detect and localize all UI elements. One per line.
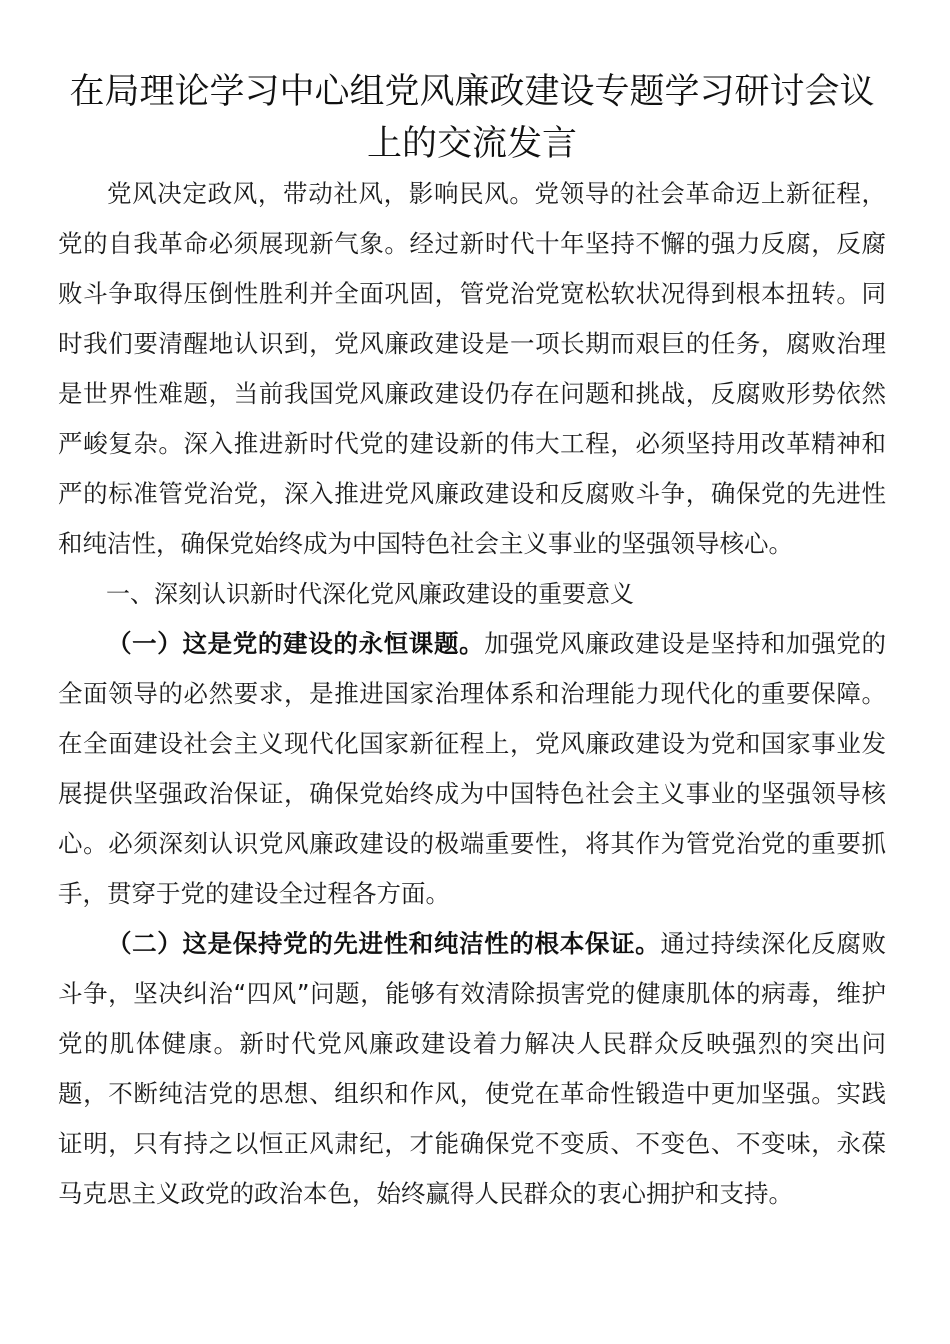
point-paragraph-2 — [58, 919, 886, 1219]
intro-paragraph: 党风决定政风，带动社风，影响民风。党领导的社会革命迈上新征程，党的自我革命必须展现新气象。经过新时代十年坚持不懈的强力反腐，反腐败斗争取得压倒性胜利并全面巩固，管党治党宽松软状况得到根本扭转。同时我们要清醒地认识到，党风廉政建设是一项长期而艰巨的任务，腐败治理是世界性难题，当前我国党风廉政建设仍存在问题和挑战，反腐败形势依然严峻复杂。深入推进新时代党的建设新的伟大工程，必须坚持用改革精神和严的标准管党治党，深入推进党风廉政建设和反腐败斗争，确保党的先进性和纯洁性，确保党始终成为中国特色社会主义事业的坚强领导核心。 — [58, 179, 886, 558]
point-lead-1: （一）这是党的建设的永恒课题。 — [107, 629, 485, 658]
section-heading: 一、深刻认识新时代深化党风廉政建设的重要意义 — [106, 580, 634, 608]
point-text-1: 加强党风廉政建设是坚持和加强党的全面领导的必然要求，是推进国家治理体系和治理能力现代化的重要保障。在全面建设社会主义现代化国家新征程上，党风廉政建设为党和国家事业发展提供坚强政治保证，确保党始终成为中国特色社会主义事业的坚强领导核心。必须深刻认识党风廉政建设的极端重要性，将其作为管党治党的重要抓手，贯穿于党的建设全过程各方面。 — [58, 629, 886, 908]
point-lead-2: （二）这是保持党的先进性和纯洁性的根本保证。 — [107, 929, 661, 958]
point-text-2: 通过持续深化反腐败斗争，坚决纠治“四风”问题，能够有效清除损害党的健康肌体的病毒，维护党的肌体健康。新时代党风廉政建设着力解决人民群众反映强烈的突出问题，不断纯洁党的思想、组织和作风，使党在革命性锻造中更加坚强。实践证明，只有持之以恒正风肃纪，才能确保党不变质、不变色、不变味，永葆马克思主义政党的政治本色，始终赢得人民群众的衷心拥护和支持。 — [58, 929, 887, 1208]
document-title: 在局理论学习中心组党风廉政建设专题学习研讨会议上的交流发言 — [69, 72, 875, 164]
point-paragraph-1 — [58, 619, 886, 919]
